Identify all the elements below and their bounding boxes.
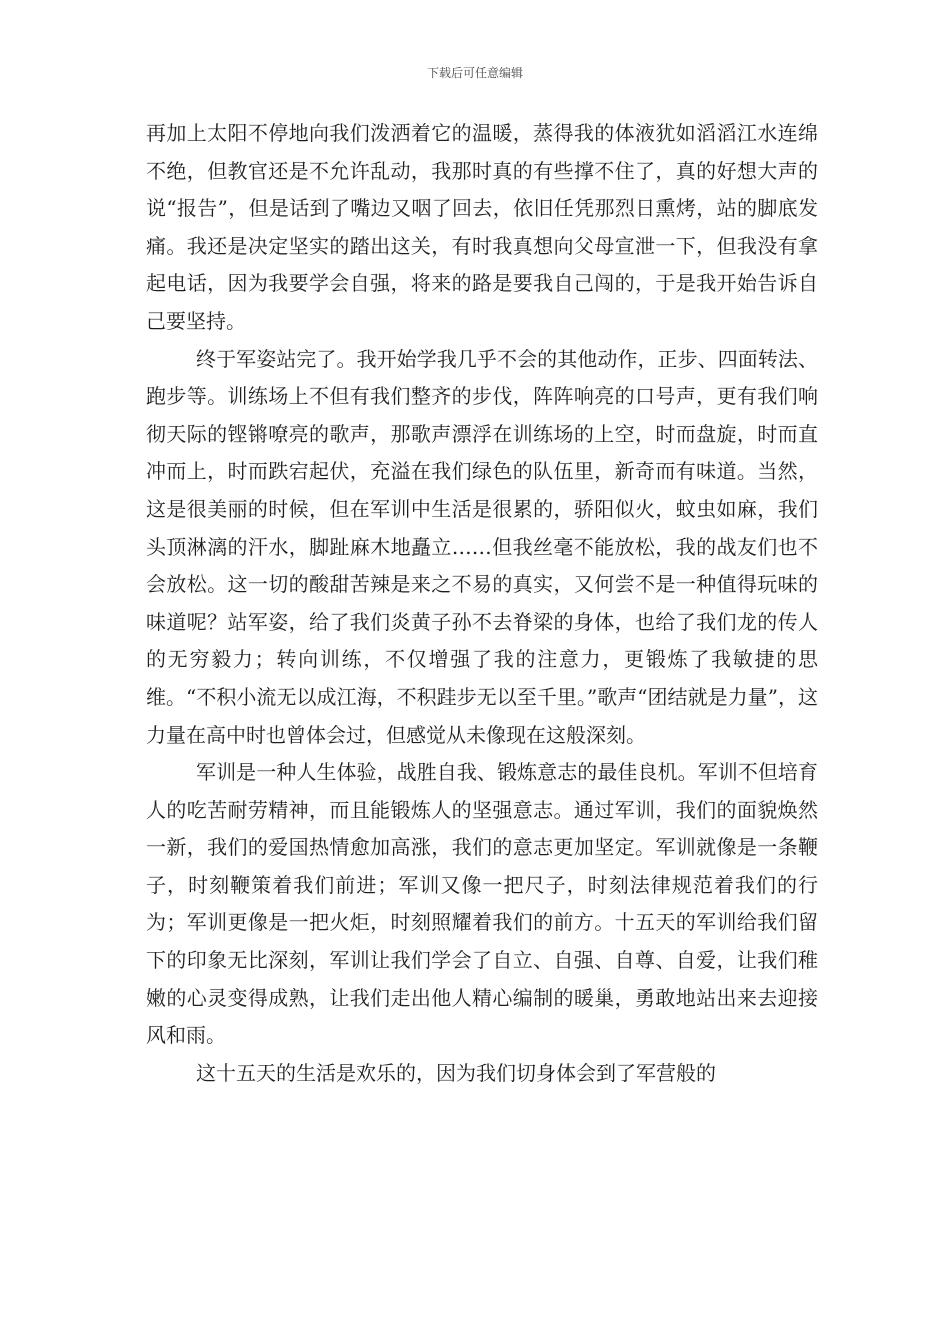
paragraph-2: 终于军姿站完了。我开始学我几乎不会的其他动作，正步、四面转法、跑步等。训练场上不但有我们整齐的步伐，阵阵响亮的口号声，更有我们响彻天际的铿锵嘹亮的歌声，那歌声漂浮在训练场的上空，时而盘旋，时而直冲而上，时而跌宕起伏，充溢在我们绿色的队伍里，新奇而有味道。当然，这是很美丽的时候，但在军训中生活是很累的，骄阳似火，蚊虫如麻，我们头顶淋漓的汗水，脚趾麻木地矗立……但我丝毫不能放松，我的战友们也不会放松。这一切的酸甜苦辣是来之不易的真实，又何尝不是一种值得玩味的味道呢？站军姿，给了我们炎黄子孙不去脊梁的身体，也给了我们龙的传人的无穷毅力；转向训练，不仅增强了我的注意力，更锻炼了我敏捷的思维。“不积小流无以成江海，不积跬步无以至千里。”歌声“团结就是力量”，这力量在高中时也曾体会过，但感觉从未像现在这般深刻。 (146, 346, 818, 747)
paragraph-1: 再加上太阳不停地向我们泼洒着它的温暖，蒸得我的体液犹如滔滔江水连绵不绝，但教官还是不允许乱动，我那时真的有些撑不住了，真的好想大声的说“报告”，但是话到了嘴边又咽了回去，依旧任凭那烈日熏烤，站的脚底发痛。我还是决定坚实的踏出这关，有时我真想向父母宣泄一下，但我没有拿起电话，因为我要学会自强，将来的路是要我自己闯的，于是我开始告诉自己要坚持。 (146, 121, 818, 333)
document-body (146, 115, 818, 1092)
paragraph-3: 军训是一种人生体验，战胜自我、锻炼意志的最佳良机。军训不但培育人的吃苦耐劳精神，而且能锻炼人的坚强意志。通过军训，我们的面貌焕然一新，我们的爱国热情愈加高涨，我们的意志更加坚定。军训就像是一条鞭子，时刻鞭策着我们前进；军训又像一把尺子，时刻法律规范着我们的行为；军训更像是一把火炬，时刻照耀着我们的前方。十五天的军训给我们留下的印象无比深刻，军训让我们学会了自立、自强、自尊、自爱，让我们稚嫩的心灵变得成熟，让我们走出他人精心编制的暖巢，勇敢地站出来去迎接风和雨。 (146, 760, 818, 1048)
page-header: 下载后可任意编辑 (426, 66, 523, 80)
paragraph-4: 这十五天的生活是欢乐的，因为我们切身体会到了军营般的 (196, 1060, 716, 1085)
